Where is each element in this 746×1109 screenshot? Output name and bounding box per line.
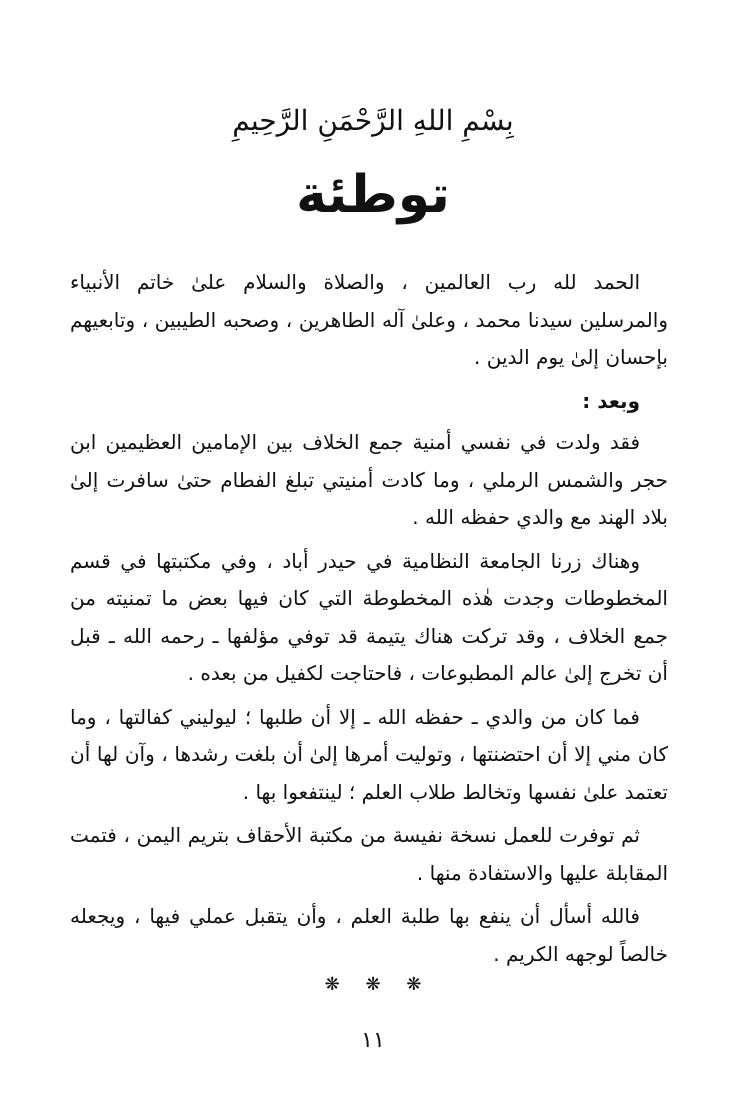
body-text — [70, 264, 668, 973]
section-divider-ornament: ❋ ❋ ❋ — [324, 974, 422, 995]
paragraph-wabaad: وبعد : — [582, 388, 640, 413]
paragraph-hyderabad: وهناك زرنا الجامعة النظامية في حيدر أباد ، وفي مكتبتها في قسم المخطوطات وجدت هٰذه المخطوطة التي كان فيها بعض ما تمنيته من جمع الخلاف ، وقد تركت هناك يتيمة قد توفي مؤلفها ـ رحمه الله ـ قبل أن تخرج إلىٰ عالم المطبوعات ، فاحتاجت لكفيل من بعده . — [70, 548, 668, 685]
paragraph-opening: الحمد لله رب العالمين ، والصلاة والسلام علىٰ خاتم الأنبياء والمرسلين سيدنا محمد ، وعلىٰ آله الطاهرين ، وصحبه الطيبين ، وتابعيهم بإحسان إلىٰ يوم الدين . — [70, 270, 668, 369]
page-number: ١١ — [361, 1028, 385, 1053]
page-title: توطئة — [296, 165, 450, 225]
basmala-heading: بِسْمِ اللهِ الرَّحْمَنِ الرَّحِيمِ — [232, 104, 514, 137]
paragraph-closing-prayer: فالله أسأل أن ينفع بها طلبة العلم ، وأن يتقبل عملي فيها ، ويجعله خالصاً لوجهه الكريم . — [70, 904, 668, 966]
paragraph-ahqaf-copy: ثم توفرت للعمل نسخة نفيسة من مكتبة الأحقاف بتريم اليمن ، فتمت المقابلة عليها والاستفادة منها . — [70, 823, 668, 885]
paragraph-wish: فقد ولدت في نفسي أمنية جمع الخلاف بين الإمامين العظيمين ابن حجر والشمس الرملي ، وما كادت أمنيتي تبلغ الفطام حتىٰ سافرت إلىٰ بلاد الهند مع والدي حفظه الله . — [70, 430, 668, 529]
paragraph-father: فما كان من والدي ـ حفظه الله ـ إلا أن طلبها ؛ ليوليني كفالتها ، وما كان مني إلا أن احتضنتها ، وتوليت أمرها إلىٰ أن بلغت رشدها ، وآن لها أن تعتمد علىٰ نفسها وتخالط طلاب العلم ؛ لينتفعوا بها . — [70, 704, 668, 804]
